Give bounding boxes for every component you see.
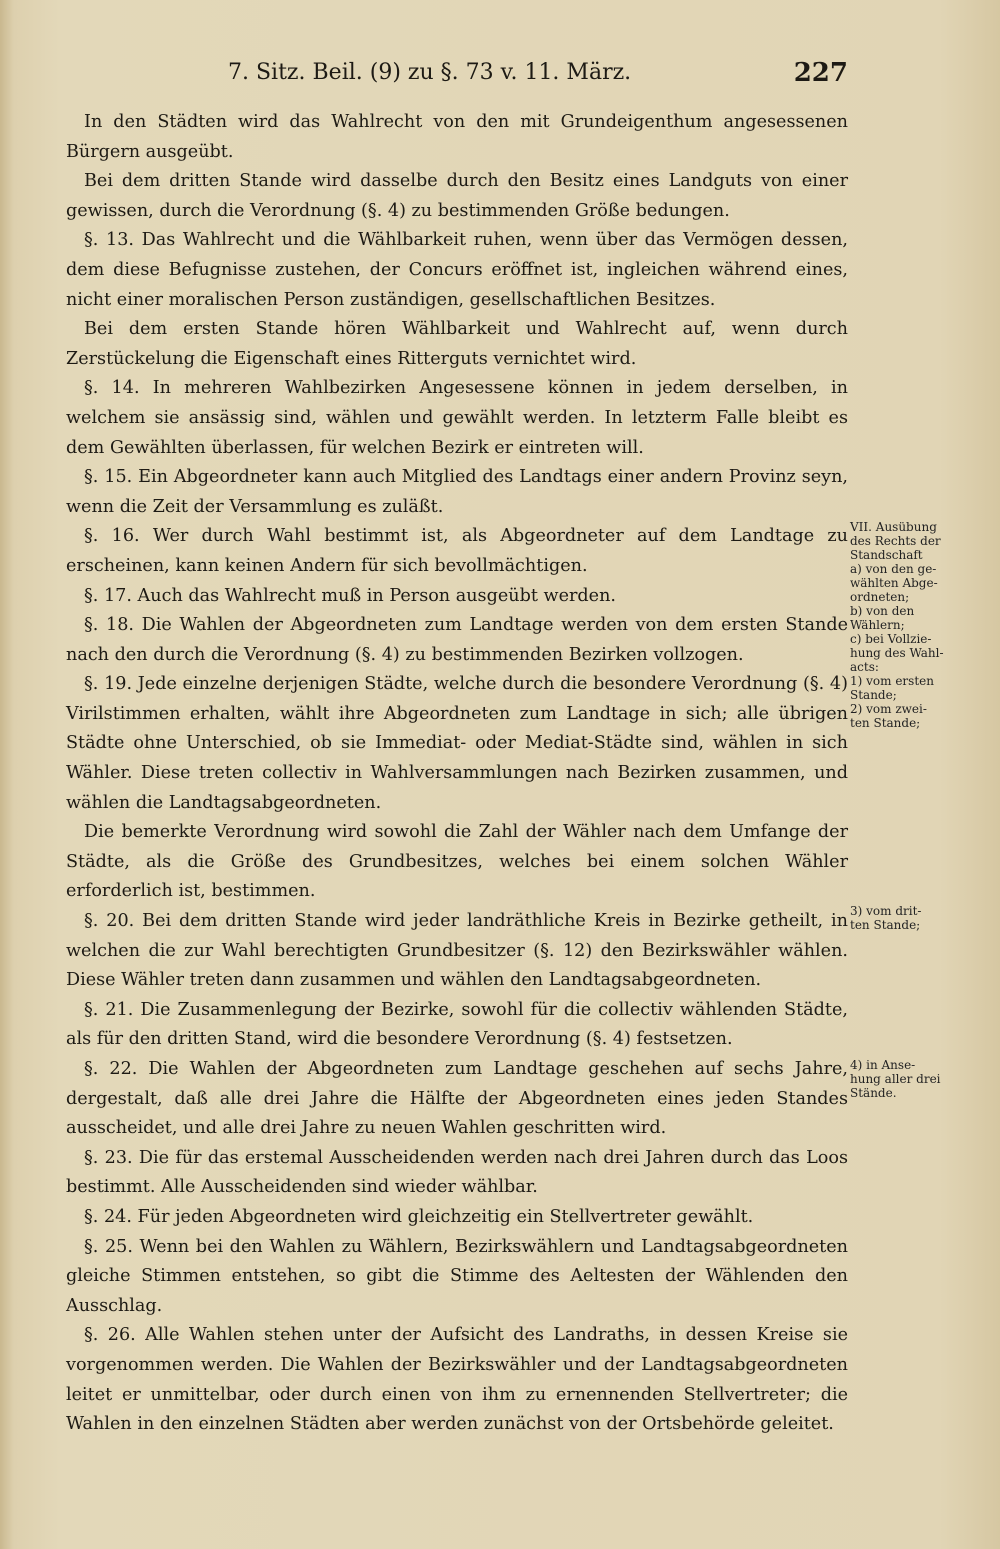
paragraph: §. 15. Ein Abgeordneter kann auch Mitglied des Landtags einer andern Provinz seyn, wenn die Zeit der Versammlung es zuläßt. bbox=[66, 467, 848, 517]
margin-line: Wählern; bbox=[850, 618, 905, 632]
body-text bbox=[66, 108, 848, 1440]
margin-line: ordneten; bbox=[850, 590, 910, 604]
paragraph: In den Städten wird das Wahlrecht von den mit Grundeigenthum angesessenen Bürgern ausgeübt. bbox=[66, 112, 848, 162]
paragraph: §. 21. Die Zusammenlegung der Bezirke, sowohl für die collectiv wählenden Städte, als für den dritten Stand, wird die besondere Verordnung (§. 4) festsetzen. bbox=[66, 999, 848, 1050]
paragraph: §. 26. Alle Wahlen stehen unter der Aufsicht des Landraths, in dessen Kreise sie vorgenommen werden. Die Wahlen der Bezirkswähler und der Landtagsabgeordneten leitet er unmittelbar, oder durch einen von ihm zu ernennenden Stellvertreter; die Wahlen in den einzelnen Städten aber werden zunächst von der Ortsbehörde geleitet. bbox=[66, 1325, 848, 1435]
margin-line: a) von den ge- bbox=[850, 562, 937, 576]
margin-line: Stande; bbox=[850, 688, 897, 702]
paragraph: §. 22. Die Wahlen der Abgeordneten zum Landtage geschehen auf sechs Jahre, dergestalt, daß alle drei Jahre die Hälfte der Abgeordneten eines jeden Standes ausscheidet, und alle drei Jahre zu neuen Wahlen geschritten wird. bbox=[66, 1059, 848, 1139]
margin-line: ten Stande; bbox=[850, 716, 921, 730]
paragraph: §. 16. Wer durch Wahl bestimmt ist, als Abgeordneter auf dem Landtage zu erscheinen, kann keinen Andern für sich bevollmächtigen. bbox=[66, 526, 848, 576]
paragraph: §. 19. Jede einzelne derjenigen Städte, welche durch die besondere Verordnung (§. 4) Virilstimmen erhalten, wählt ihre Abgeordneten zum Landtage in sich; alle übrigen Städte ohne Unterschied, ob sie Immediat- oder Mediat-Städte sind, wählen in sich Wähler. Diese treten collectiv in Wahlversammlungen nach Bezirken zusammen, und wählen die Landtagsabgeordneten. bbox=[66, 674, 848, 813]
margin-note bbox=[850, 520, 958, 730]
margin-line: 2) vom zwei- bbox=[850, 702, 927, 716]
margin-line: 3) vom drit- bbox=[850, 904, 922, 918]
margin-line: acts: bbox=[850, 660, 879, 674]
running-header bbox=[228, 58, 848, 94]
margin-line: Standschaft bbox=[850, 548, 923, 562]
margin-note bbox=[850, 904, 958, 932]
margin-line: wählten Abge- bbox=[850, 576, 938, 590]
page-number: 227 bbox=[793, 58, 848, 88]
paragraph: §. 24. Für jeden Abgeordneten wird gleichzeitig ein Stellvertreter gewählt. bbox=[84, 1206, 754, 1227]
margin-line: c) bei Vollzie- bbox=[850, 632, 932, 646]
margin-line: hung des Wahl- bbox=[850, 646, 944, 660]
paragraph: §. 17. Auch das Wahlrecht muß in Person ausgeübt werden. bbox=[84, 585, 616, 606]
margin-line: 1) vom ersten bbox=[850, 674, 934, 688]
paragraph: Bei dem ersten Stande hören Wählbarkeit und Wahlrecht auf, wenn durch Zerstückelung die Eigenschaft eines Ritterguts vernichtet wird. bbox=[66, 319, 848, 369]
paragraph: §. 20. Bei dem dritten Stande wird jeder landräthliche Kreis in Bezirke getheilt, in welchen die zur Wahl berechtigten Grundbesitzer (§. 12) den Bezirkswähler wählen. Diese Wähler treten dann zusammen und wählen den Landtagsabgeordneten. bbox=[66, 911, 848, 991]
paragraph: §. 13. Das Wahlrecht und die Wählbarkeit ruhen, wenn über das Vermögen dessen, dem diese Befugnisse zustehen, der Concurs eröffnet ist, ingleichen während eines, nicht einer moralischen Person zuständigen, gesellschaftlichen Besitzes. bbox=[66, 230, 848, 310]
margin-line: des Rechts der bbox=[850, 534, 941, 548]
margin-note bbox=[850, 1058, 958, 1100]
paragraph: §. 23. Die für das erstemal Ausscheidenden werden nach drei Jahren durch das Loos bestimmt. Alle Ausscheidenden sind wieder wählbar. bbox=[66, 1147, 848, 1198]
paragraph: Die bemerkte Verordnung wird sowohl die Zahl der Wähler nach dem Umfange der Städte, als die Größe des Grundbesitzes, welches bei einem solchen Wähler erforderlich ist, bestimmen. bbox=[66, 822, 848, 902]
margin-line: Stände. bbox=[850, 1086, 897, 1100]
paragraph: §. 14. In mehreren Wahlbezirken Angesessene können in jedem derselben, in welchem sie ansässig sind, wählen und gewählt werden. In letzterm Falle bleibt es dem Gewählten überlassen, für welchen Bezirk er eintreten will. bbox=[66, 378, 848, 458]
header-title: 7. Sitz. Beil. (9) zu §. 73 v. 11. März. bbox=[228, 60, 632, 85]
margin-line: 4) in Anse- bbox=[850, 1058, 916, 1072]
margin-line: hung aller drei bbox=[850, 1072, 941, 1086]
paragraph: §. 18. Die Wahlen der Abgeordneten zum Landtage werden von dem ersten Stande nach den durch die Verordnung (§. 4) zu bestimmenden Bezirken vollzogen. bbox=[66, 615, 848, 665]
margin-line: b) von den bbox=[850, 604, 915, 618]
margin-line: ten Stande; bbox=[850, 918, 921, 932]
paragraph: §. 25. Wenn bei den Wahlen zu Wählern, Bezirkswählern und Landtagsabgeordneten gleiche Stimmen entstehen, so gibt die Stimme des Aeltesten der Wählenden den Ausschlag. bbox=[66, 1236, 848, 1316]
margin-line: VII. Ausübung bbox=[850, 520, 937, 534]
paragraph: Bei dem dritten Stande wird dasselbe durch den Besitz eines Landguts von einer gewissen, durch die Verordnung (§. 4) zu bestimmenden Größe bedungen. bbox=[66, 171, 848, 221]
